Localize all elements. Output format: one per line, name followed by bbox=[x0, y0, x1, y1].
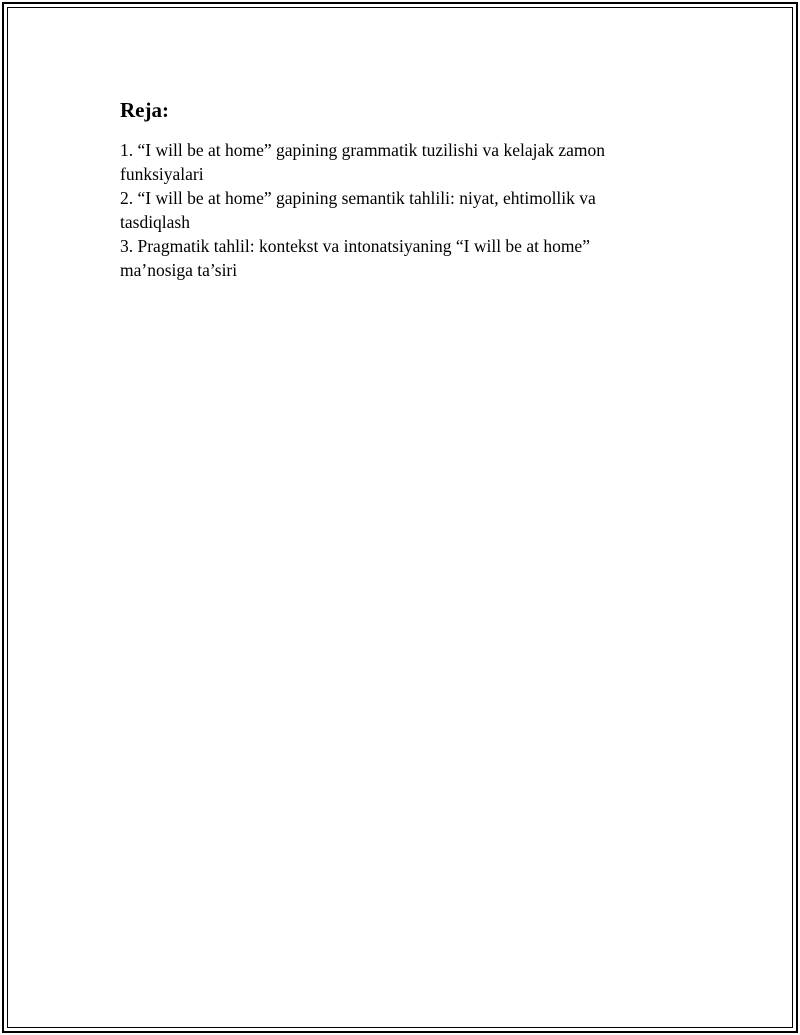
page-border-inner bbox=[7, 7, 793, 1028]
plan-item-2: 2. “I will be at home” gapining semantik tahlili: niyat, ehtimollik va tasdiqlash bbox=[120, 188, 596, 232]
document-body bbox=[120, 96, 650, 282]
plan-heading: Reja: bbox=[120, 98, 169, 122]
page-border-outer bbox=[2, 2, 798, 1033]
plan-item-1: 1. “I will be at home” gapining grammatik tuzilishi va kelajak zamon funksiyalari bbox=[120, 140, 605, 184]
plan-item-3: 3. Pragmatik tahlil: kontekst va intonatsiyaning “I will be at home” ma’nosiga ta’siri bbox=[120, 236, 590, 280]
plan-list bbox=[120, 138, 650, 282]
